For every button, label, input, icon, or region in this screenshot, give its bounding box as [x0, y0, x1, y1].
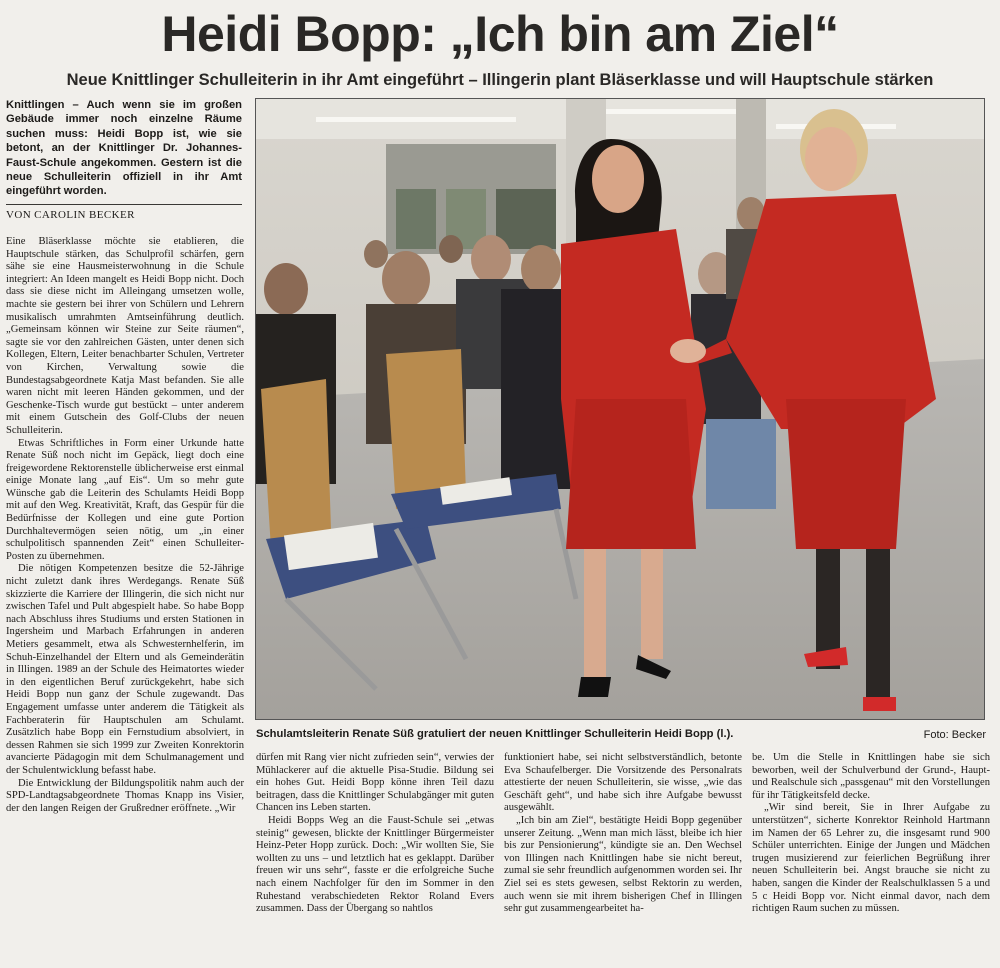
article-headline: Heidi Bopp: „Ich bin am Ziel“: [161, 6, 839, 62]
text-column-4: [752, 752, 990, 962]
article-paragraph: funktioniert habe, sei nicht selbstverständlich, betonte Eva Schaufelberger. Die Vorsitzende des Personalrats attestierte der neuen Schulleiterin, sie wisse, „wie das Geschäft geht“, und habe sich ihre Aufgabe bewusst ausgewählt.: [504, 752, 742, 814]
article-paragraph: dürfen mit Rang vier nicht zufrieden sein“, verwies der Mühlackerer auf die aktuelle Pisa-Studie. Bildung sei ein hohes Gut. Heidi Bopp könne ihren Teil dazu beitragen, dass die Knittlinger Schulabgänger mit guten Chancen ins Leben starten.: [256, 752, 494, 814]
article-paragraph: Heidi Bopps Weg an die Faust-Schule sei „etwas steinig“ gewesen, blickte der Knittlinger Bürgermeister Heinz-Peter Hopp zurück. Doch: „Wir wollten Sie, Sie wollten zu uns – und letztlich hat es geklappt. Darüber freuen wir uns sehr“, fasste er die erfolgreiche Suche nach einem Nachfolger für den im Sommer in den Ruhestand verabschiedeten Rektor Roland Evers zusammen. Dass der Übergang so nahtlos: [256, 814, 494, 915]
article-subheadline: Neue Knittlinger Schulleiterin in ihr Amt eingeführt – Illingerin plant Bläserklasse und will Hauptschule stärken: [66, 71, 934, 89]
article-photo: [255, 98, 985, 720]
article-paragraph: „Wir sind bereit, Sie in Ihrer Aufgabe zu unterstützen“, sicherte Konrektor Reinhold Hartmann im Namen der 65 Lehrer zu, die insgesamt rund 900 Schüler unterrichten. Einige der Jungen und Mädchen trugen musizierend zur feierlichen Begrüßung ihrer neuen Schulleiterin bei. Angst brauche sie nicht zu haben, sangen die Kinder der Realschulklassen 5 a und 5 c Heidi Bopp vor. Nicht einmal davor, nach dem richtigen Raum suchen zu müssen.: [752, 802, 990, 915]
photo-caption: Schulamtsleiterin Renate Süß gratuliert der neuen Knittlinger Schulleiterin Heidi Bopp (l.).: [256, 728, 734, 740]
photo-credit: Foto: Becker: [923, 729, 986, 741]
article-paragraph: Etwas Schriftliches in Form einer Urkunde hatte Renate Süß noch nicht im Gepäck, liegt doch eine freigewordene Rektorenstelle üblicherweise erst einmal einige Monate lang „auf Eis“. Um so mehr gute Wünsche gab die Leiterin des Schulamts Heidi Bopp mit auf den Weg. Kreativität, Kraft, das Gespür für die Bedürfnisse der Kollegen und eine gute Portion Durchhaltevermögen seien nötig, um „in einer schulpolitisch spannenden Zeit“ einen Schulleiter-Posten zu übernehmen.: [6, 437, 244, 562]
article-paragraph: „Ich bin am Ziel“, bestätigte Heidi Bopp gegenüber unserer Zeitung. „Wenn man mich lässt, bleibe ich hier bis zur Pensionierung“, kündigte sie an. Den Wechsel von Illingen nach Knittlingen habe sie nicht bereut, zumal sie sehr freundlich aufgenommen worden sei. Ihr Ziel sei es stets gewesen, selbst Rektorin zu werden, auch wenn sie mit ihrem bisherigen Chef in Illingen sehr gut zusammengearbeitet ha-: [504, 814, 742, 915]
article-paragraph: Eine Bläserklasse möchte sie etablieren, die Hauptschule stärken, das Schulprofil schärfen, gern sähe sie eine Hausmeisterwohnung in die Schule integriert: An Ideen mangelt es Heidi Bopp nicht. Doch dass sie diese nicht im Alleingang umsetzen wolle, machte sie gestern bei ihrer von Schülern und Lehrern musikalisch umrahmten Amtseinführung deutlich. „Gemeinsam können wir Steine zur Seite räumen“, sagte sie vor den zahlreichen Gästen, unter denen sich Kollegen, Eltern, Leiter benachbarter Schulen, Vertreter von Kirchen, Verwaltung sowie die Bundestagsabgeordnete Katja Mast befanden. Sie alle waren nicht mit leeren Händen gekommen, und der Geschenke-Tisch wurde gut bestückt – unter anderem mit einem Gutschein des Golf-Clubs der neuen Schulleiterin.: [6, 236, 244, 436]
photo-illustration: [256, 99, 984, 719]
article-paragraph: Die Entwicklung der Bildungspolitik nahm auch der SPD-Landtagsabgeordnete Thomas Knapp ins Visier, der den langen Reigen der Grußredner eröffnete. „Wir: [6, 777, 244, 814]
text-column-1: [6, 236, 244, 958]
byline: VON CAROLIN BECKER: [6, 204, 242, 221]
article-paragraph: be. Um die Stelle in Knittlingen habe sie sich beworben, weil der Schulverbund der Grund-, Haupt- und Realschule sich „passgenau“ mit den Vorstellungen für ihr Tätigkeitsfeld decke.: [752, 752, 990, 801]
article-paragraph: Die nötigen Kompetenzen besitze die 52-Jährige nicht zuletzt dank ihres Werdegangs. Renate Süß skizzierte die Karriere der Illingerin, die sich nicht nur zwischen Tafel und Pult abgespielt habe. So habe Bopp nach Abschluss ihres Studiums und ersten Stationen in Ingersheim und Marbach Erfahrungen in anderen Metiers gesammelt, etwa als Schwesternhelferin, im Schuh-Einzelhandel der Eltern und als Gemeinderätin in Illingen. 1989 an der Schule des Heimatortes wieder in den eigentlichen Beruf zurückgekehrt, habe sich Heidi Bopp nun ganz der Schule zugewandt. Das Engagement umfasse unter anderem die Tätigkeit als Fachberaterin für Hauptschulen am Schulamt. Zusätzlich habe Bopp ein Fernstudium absolviert, in dessen Rahmen sie sich 1999 zur Zweiten Konrektorin avancierte Pädagogin mit dem Schulmanagement und der Schulentwicklung befasst habe.: [6, 563, 244, 776]
text-column-3: [504, 752, 742, 962]
article-lead: Knittlingen – Auch wenn sie im großen Gebäude immer noch einzelne Räume suchen muss: Heidi Bopp ist, wie sie betont, an der Knittlinger Dr. Johannes-Faust-Schule angekommen. Gestern ist die neue Schulleiterin offiziell in ihr Amt eingeführt worden.: [6, 99, 242, 198]
text-column-2: [256, 752, 494, 962]
